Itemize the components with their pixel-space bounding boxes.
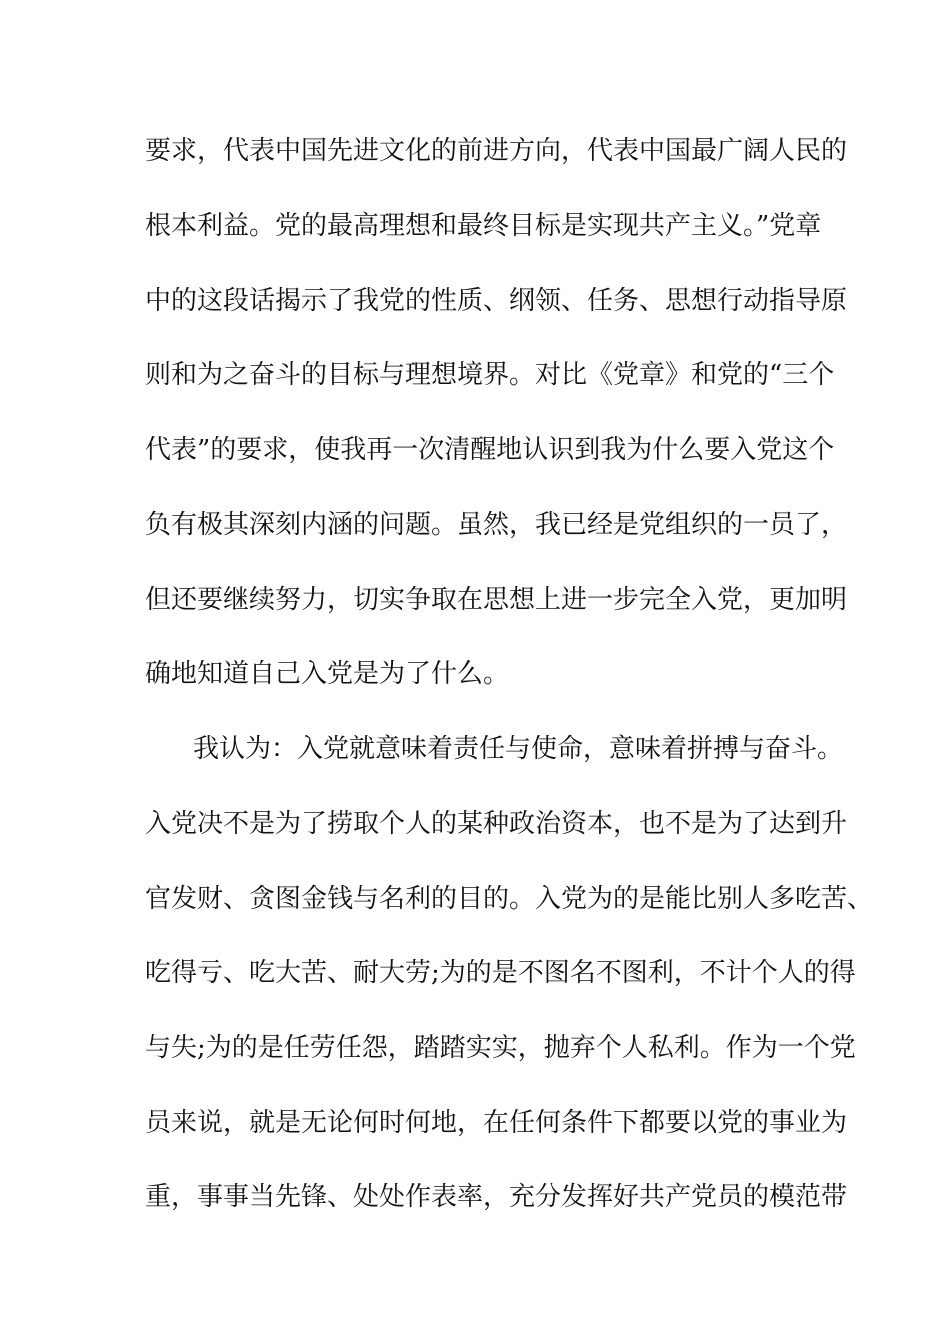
text-line: 与失;为的是任劳任怨，踏踏实实，抛弃个人私利。作为一个党 — [145, 1033, 856, 1063]
text-line: 则和为之奋斗的目标与理想境界。对比《党章》和党的“三个 — [145, 360, 835, 390]
text-line: 入党决不是为了捞取个人的某种政治资本，也不是为了达到升 — [145, 809, 848, 839]
text-line: 重，事事当先锋、处处作表率，充分发挥好共产党员的模范带 — [145, 1182, 848, 1212]
text-line: 代表”的要求，使我再一次清醒地认识到我为什么要入党这个 — [145, 435, 835, 465]
text-line: 员来说，就是无论何时何地，在任何条件下都要以党的事业为 — [145, 1108, 848, 1138]
text-line: 吃得亏、吃大苦、耐大劳;为的是不图名不图利，不计个人的得 — [145, 958, 856, 988]
text-line: 根本利益。党的最高理想和最终目标是实现共产主义。”党章 — [145, 211, 822, 241]
text-line: 要求，代表中国先进文化的前进方向，代表中国最广阔人民的 — [145, 136, 848, 166]
text-line: 官发财、贪图金钱与名利的目的。入党为的是能比别人多吃苦、 — [145, 884, 874, 914]
text-line: 确地知道自己入党是为了什么。 — [145, 659, 510, 689]
paragraph-first-line: 我认为：入党就意味着责任与使命，意味着拼搏与奋斗。 — [193, 734, 844, 764]
text-line: 负有极其深刻内涵的问题。虽然，我已经是党组织的一员了， — [145, 510, 848, 540]
text-line: 中的这段话揭示了我党的性质、纲领、任务、思想行动指导原 — [145, 286, 848, 316]
text-line: 但还要继续努力，切实争取在思想上进一步完全入党，更加明 — [145, 585, 848, 615]
